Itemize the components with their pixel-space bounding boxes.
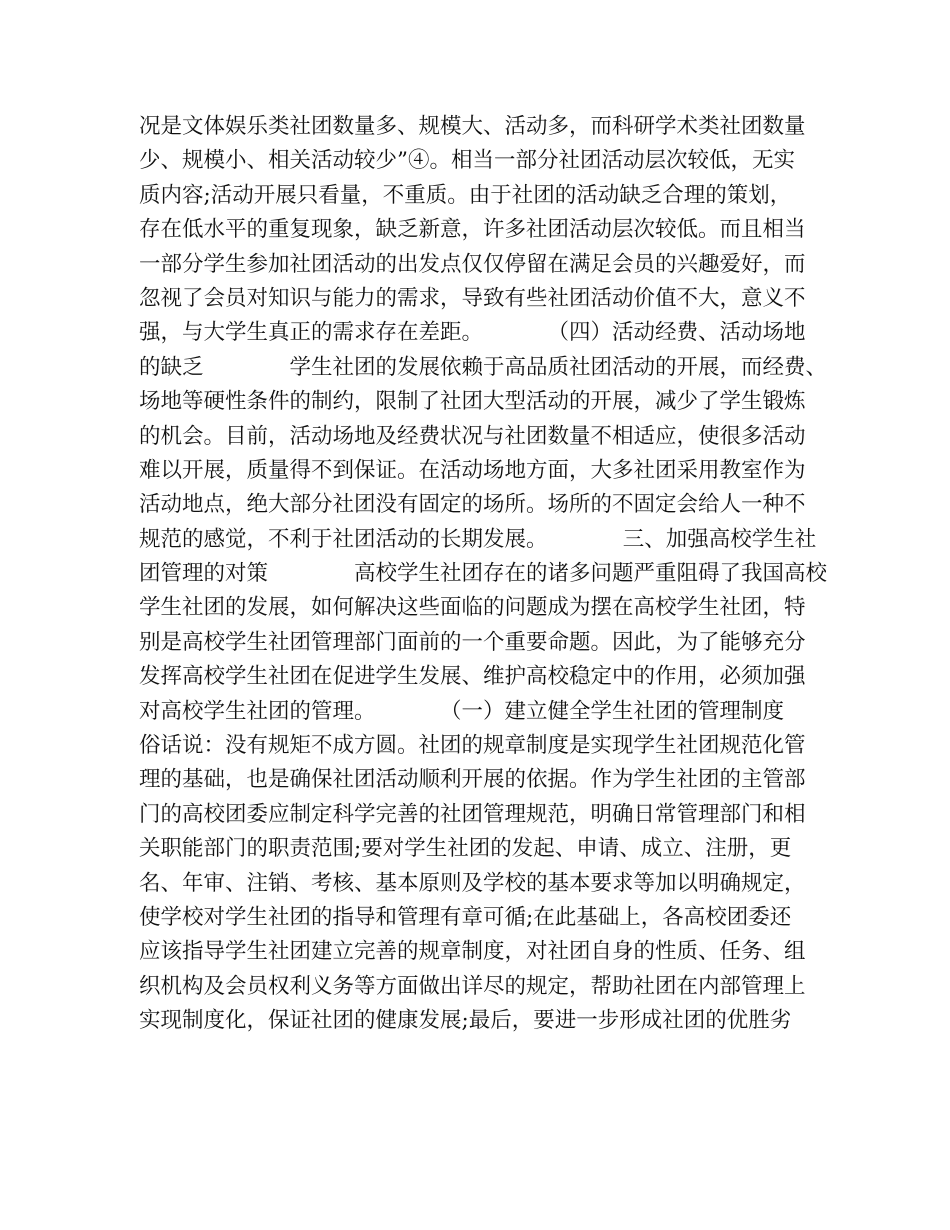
text-line: 俗话说：没有规矩不成方圆。社团的规章制度是实现学生社团规范化管 [139, 733, 806, 759]
text-line: 对高校学生社团的管理。 （一）建立健全学生社团的管理制度 [139, 698, 785, 724]
text-line: 质内容;活动开展只看量，不重质。由于社团的活动缺乏合理的策划， [139, 182, 792, 208]
text-line: 门的高校团委应制定科学完善的社团管理规范，明确日常管理部门和相 [139, 801, 806, 827]
text-line: 场地等硬性条件的制约，限制了社团大型活动的开展，减少了学生锻炼 [139, 389, 806, 415]
text-line: 发挥高校学生社团在促进学生发展、维护高校稳定中的作用，必须加强 [139, 664, 806, 690]
text-line: 的缺乏 学生社团的发展依赖于高品质社团活动的开展，而经费、 [139, 354, 828, 380]
text-line: 忽视了会员对知识与能力的需求，导致有些社团活动价值不大，意义不 [139, 285, 806, 311]
text-line: 存在低水平的重复现象，缺乏新意，许多社团活动层次较低。而且相当 [139, 217, 806, 243]
body-text [139, 110, 829, 1039]
text-line: 少、规模小、相关活动较少”④。相当一部分社团活动层次较低，无实 [139, 148, 795, 174]
text-line: 学生社团的发展，如何解决这些面临的问题成为摆在高校学生社团，特 [139, 595, 806, 621]
text-line: 的机会。目前，活动场地及经费状况与社团数量不相适应，使很多活动 [139, 423, 806, 449]
text-line: 名、年审、注销、考核、基本原则及学校的基本要求等加以明确规定， [139, 870, 806, 896]
text-line: 实现制度化，保证社团的健康发展;最后，要进一步形成社团的优胜劣 [139, 1008, 792, 1034]
text-line: 况是文体娱乐类社团数量多、规模大、活动多，而科研学术类社团数量 [139, 114, 806, 139]
text-line: 理的基础，也是确保社团活动顺利开展的依据。作为学生社团的主管部 [139, 767, 806, 793]
text-line: 应该指导学生社团建立完善的规章制度，对社团自身的性质、任务、组 [139, 939, 806, 965]
text-line: 难以开展，质量得不到保证。在活动场地方面，大多社团采用教室作为 [139, 457, 806, 483]
text-line: 强，与大学生真正的需求存在差距。 （四）活动经费、活动场地 [139, 320, 806, 346]
text-line: 关职能部门的职责范围;要对学生社团的发起、申请、成立、注册，更 [139, 836, 792, 862]
text-line: 规范的感觉，不利于社团活动的长期发展。 三、加强高校学生社 [139, 526, 817, 552]
text-line: 使学校对学生社团的指导和管理有章可循;在此基础上，各高校团委还 [139, 904, 792, 930]
text-line: 别是高校学生社团管理部门面前的一个重要命题。因此，为了能够充分 [139, 629, 806, 655]
text-line: 一部分学生参加社团活动的出发点仅仅停留在满足会员的兴趣爱好，而 [139, 251, 806, 277]
text-line: 活动地点，绝大部分社团没有固定的场所。场所的不固定会给人一种不 [139, 492, 806, 518]
text-line: 团管理的对策 高校学生社团存在的诸多问题严重阻碍了我国高校 [139, 561, 828, 587]
text-line: 织机构及会员权利义务等方面做出详尽的规定，帮助社团在内部管理上 [139, 973, 806, 999]
